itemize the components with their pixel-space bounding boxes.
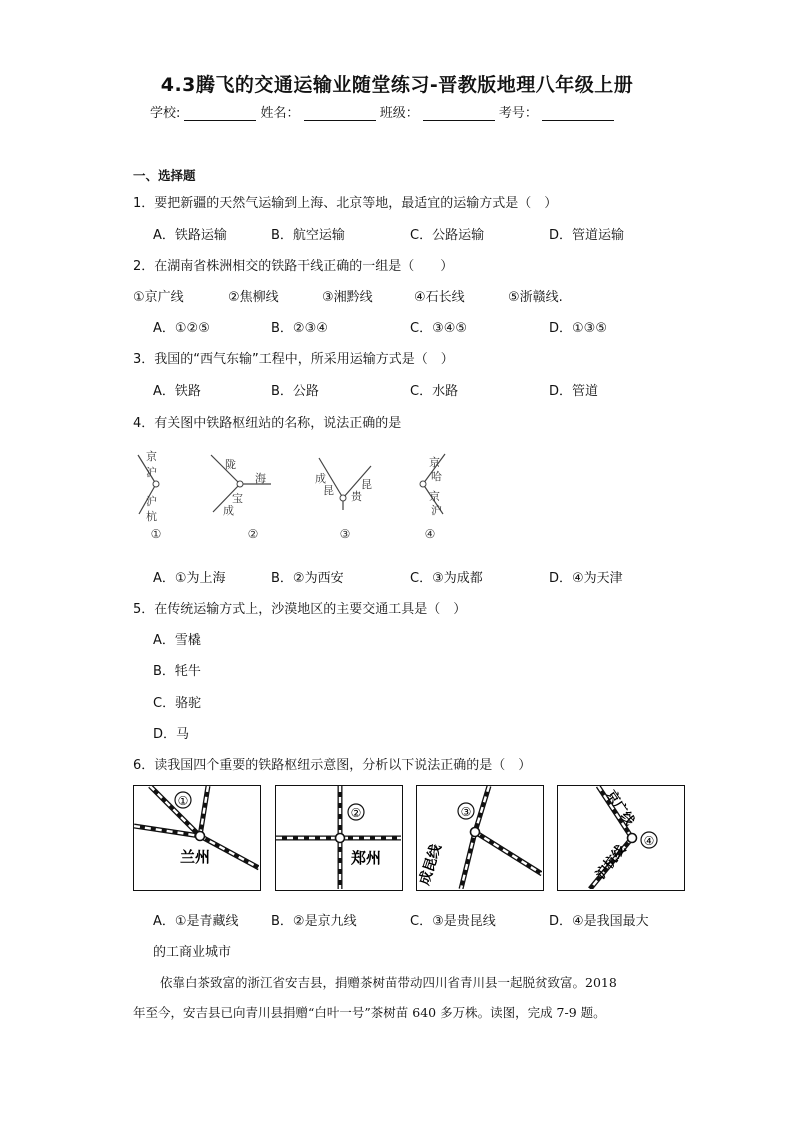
q4-option-b[interactable]: B．②为西安 [271, 571, 344, 586]
rail-box-4-map [558, 786, 686, 889]
junction-2-label-d: 成 [223, 504, 234, 517]
junction-1-label-a: 京 [146, 450, 157, 463]
class-label: 班级： [379, 106, 419, 121]
q6-option-c[interactable]: C．③是贵昆线 [410, 914, 496, 929]
junction-2-label-b: 海 [255, 472, 266, 485]
q1-option-d[interactable]: D．管道运输 [549, 228, 625, 243]
junction-1-node [153, 481, 159, 487]
junction-3-number: ③ [339, 527, 351, 541]
junction-2-label-c: 宝 [232, 492, 243, 505]
q3-option-b[interactable]: B．公路 [271, 384, 319, 399]
q4-option-d[interactable]: D．④为天津 [549, 571, 623, 586]
q6-option-d[interactable]: D．④是我国最大 [549, 914, 649, 929]
junction-2 [211, 455, 271, 541]
q4-option-a[interactable]: A．①为上海 [153, 571, 226, 586]
junction-3-label-a: 成 [315, 472, 326, 485]
junction-1-number: ① [150, 527, 162, 541]
passage-line-2: 年至今，安吉县已向青川县捐赠“白叶一号”茶树苗 640 多万株。读图，完成 7-9 题。 [133, 1005, 606, 1020]
junction-node [471, 828, 480, 837]
q2-option-d[interactable]: D．①③⑤ [549, 321, 607, 336]
q2-item-4: ④石长线 [414, 290, 465, 305]
question-3-text: 3．我国的“西气东输”工程中，所采用运输方式是（ ） [133, 352, 454, 367]
junction-4-node [420, 481, 426, 487]
q1-option-b[interactable]: B．航空运输 [271, 228, 345, 243]
number-blank[interactable] [542, 108, 614, 121]
rail-box-2-number: ② [350, 806, 362, 820]
rail-box-2-map [276, 786, 401, 889]
junction-3-label-b: 昆 [323, 484, 334, 497]
section-heading: 一、选择题 [133, 168, 196, 183]
rail-box-4-number: ④ [643, 834, 655, 848]
q6-option-a[interactable]: A．①是青藏线 [153, 914, 239, 929]
junction-2-number: ② [247, 527, 259, 541]
rail-box-1-city: 兰州 [180, 848, 211, 866]
junction-4-label-a: 京 [429, 456, 440, 469]
q2-item-5: ⑤浙赣线. [508, 290, 563, 305]
junction-4-label-c: 京 [429, 490, 440, 503]
junction-diagram [133, 448, 473, 548]
question-6-text: 6．读我国四个重要的铁路枢纽示意图，分析以下说法正确的是（ ） [133, 758, 532, 773]
question-2-text: 2．在湖南省株洲相交的铁路干线正确的一组是（ ） [133, 259, 454, 274]
q2-option-c[interactable]: C．③④⑤ [410, 321, 468, 336]
rail-box-1 [133, 785, 261, 891]
rail-box-3-line-label: 成昆线 [417, 842, 445, 888]
question-1-text: 1．要把新疆的天然气运输到上海、北京等地，最适宜的运输方式是（ ） [133, 196, 558, 211]
rail-box-2-city: 郑州 [351, 849, 382, 867]
q6-option-d-cont: 的工商业城市 [153, 945, 232, 960]
junction-node [336, 834, 345, 843]
rail-box-2 [275, 785, 403, 891]
junction-1-label-d: 杭 [146, 510, 157, 523]
rail-box-1-number: ① [177, 794, 189, 808]
school-blank[interactable] [184, 108, 256, 121]
class-blank[interactable] [423, 108, 495, 121]
q5-option-a[interactable]: A．雪橇 [153, 633, 201, 648]
rail-box-3 [416, 785, 544, 891]
junction-node [628, 834, 637, 843]
q5-option-b[interactable]: B．牦牛 [153, 664, 201, 679]
q2-item-1: ①京广线 [133, 290, 184, 305]
q2-item-3: ③湘黔线 [322, 290, 373, 305]
number-label: 考号： [498, 106, 538, 121]
question-4-text: 4．有关图中铁路枢纽站的名称，说法正确的是 [133, 416, 402, 431]
junction-3-label-d: 昆 [361, 478, 372, 491]
passage-line-1: 依靠白茶致富的浙江省安吉县，捐赠茶树苗带动四川省青川县一起脱贫致富。2018 [160, 975, 617, 990]
rail-box-3-number: ③ [460, 805, 472, 819]
school-label: 学校: [150, 106, 181, 121]
q3-option-c[interactable]: C．水路 [410, 384, 459, 399]
rail-box-4 [557, 785, 685, 891]
junction-4-label-b: 哈 [431, 470, 442, 483]
rail-box-4-line1: 京广线 [602, 787, 637, 829]
q2-option-b[interactable]: B．②③④ [271, 321, 328, 336]
q2-option-a[interactable]: A．①②⑤ [153, 321, 210, 336]
q5-option-d[interactable]: D．马 [153, 727, 190, 742]
rail-box-3-map [417, 786, 542, 889]
q5-option-c[interactable]: C．骆驼 [153, 696, 202, 711]
student-info-line [150, 102, 614, 121]
q1-option-c[interactable]: C．公路运输 [410, 228, 485, 243]
junction-3-node [340, 495, 346, 501]
junction-node [196, 832, 205, 841]
q3-option-a[interactable]: A．铁路 [153, 384, 201, 399]
rail-box-4-line2: 沪杭线 [593, 842, 630, 883]
junction-2-label-a: 陇 [225, 458, 236, 471]
name-blank[interactable] [304, 108, 376, 121]
q2-item-2: ②焦柳线 [228, 290, 279, 305]
junction-1-label-c: 沪 [146, 495, 157, 508]
junction-4-label-d: 沪 [431, 504, 442, 517]
junction-3-label-c: 贵 [351, 490, 362, 503]
q1-option-a[interactable]: A．铁路运输 [153, 228, 227, 243]
q4-option-c[interactable]: C．③为成都 [410, 571, 483, 586]
name-label: 姓名： [260, 106, 300, 121]
q6-option-b[interactable]: B．②是京九线 [271, 914, 357, 929]
q3-option-d[interactable]: D．管道 [549, 384, 599, 399]
junction-4-number: ④ [424, 527, 436, 541]
question-5-text: 5．在传统运输方式上，沙漠地区的主要交通工具是（ ） [133, 602, 467, 617]
junction-3 [315, 458, 372, 541]
page-title: 4.3腾飞的交通运输业随堂练习-晋教版地理八年级上册 [160, 74, 634, 96]
junction-2-node [237, 481, 243, 487]
junction-1 [138, 449, 161, 541]
junction-4 [420, 454, 445, 541]
rail-box-1-map [134, 786, 259, 889]
junction-1-label-b: 沪 [146, 466, 157, 479]
